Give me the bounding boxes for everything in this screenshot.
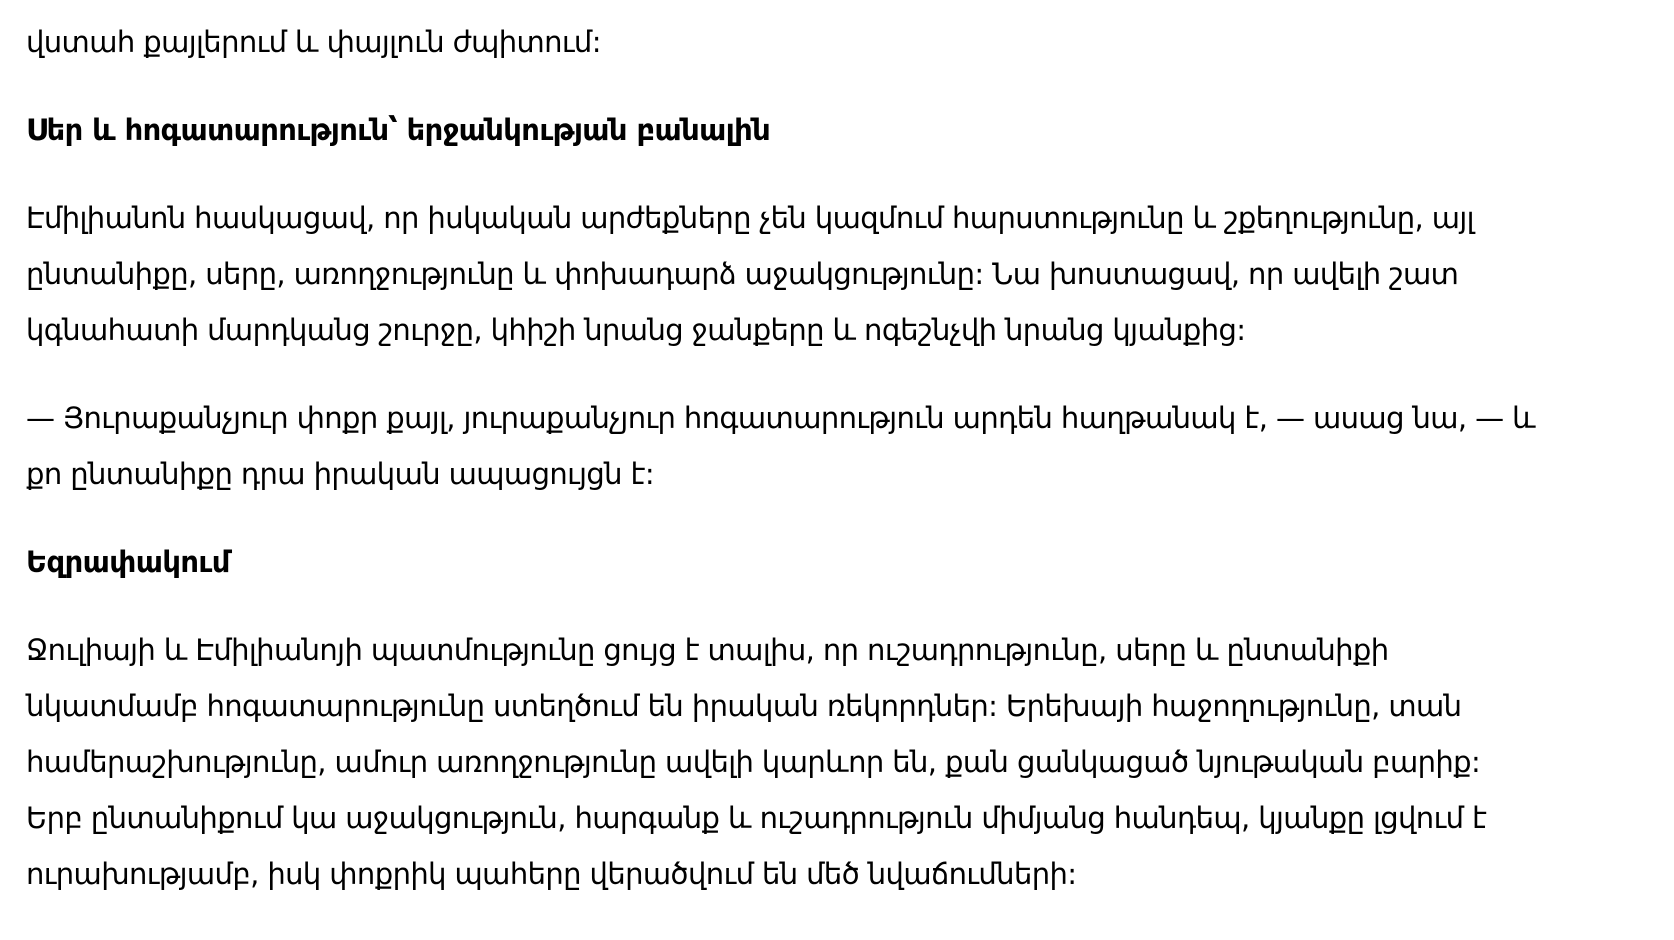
paragraph-conclusion bbox=[26, 622, 1596, 902]
text-line: նկատմամբ հոգատարությունը ստեղծում են իրական ռեկորդներ: Երեխայի հաջողությունը, տան bbox=[26, 689, 1462, 723]
intro-paragraph bbox=[26, 14, 1596, 70]
text-line: ուրախությամբ, իսկ փոքրիկ պահերը վերածվում են մեծ նվաճումների: bbox=[26, 857, 1077, 891]
paragraph-values bbox=[26, 190, 1596, 358]
text-line: — Յուրաքանչյուր փոքր քայլ, յուրաքանչյուր հոգատարություն արդեն հաղթանակ է, — ասաց նա, — և bbox=[26, 401, 1536, 435]
text-line: քո ընտանիքը դրա իրական ապացույցն է: bbox=[26, 457, 655, 491]
text-line: Ջուլիայի և Էմիլիանոյի պատմությունը ցույց է տալիս, որ ուշադրությունը, սերը և ընտանիքի bbox=[26, 633, 1389, 667]
paragraph-quote bbox=[26, 390, 1596, 502]
section-heading-conclusion: Եզրափակում bbox=[26, 545, 230, 579]
text-line: կգնահատի մարդկանց շուրջը, կհիշի նրանց ջանքերը և ոգեշնչվի նրանց կյանքից: bbox=[26, 313, 1246, 347]
text-line: վստահ քայլերում և փայլուն ժպիտում: bbox=[26, 25, 601, 59]
text-line: համերաշխությունը, ամուր առողջությունը ավելի կարևոր են, քան ցանկացած նյութական բարիք: bbox=[26, 745, 1481, 779]
text-line: Երբ ընտանիքում կա աջակցություն, հարգանք և ուշադրություն միմյանց հանդեպ, կյանքը լցվում է bbox=[26, 801, 1487, 835]
text-line: ընտանիքը, սերը, առողջությունը և փոխադարձ աջակցությունը: Նա խոստացավ, որ ավելի շատ bbox=[26, 257, 1459, 291]
section-heading-love: Սեր և հոգատարություն՝ երջանկության բանալին bbox=[26, 113, 771, 147]
text-line: Էմիլիանոն հասկացավ, որ իսկական արժեքները չեն կազմում հարստությունը և շքեղությունը, այլ bbox=[26, 201, 1474, 235]
